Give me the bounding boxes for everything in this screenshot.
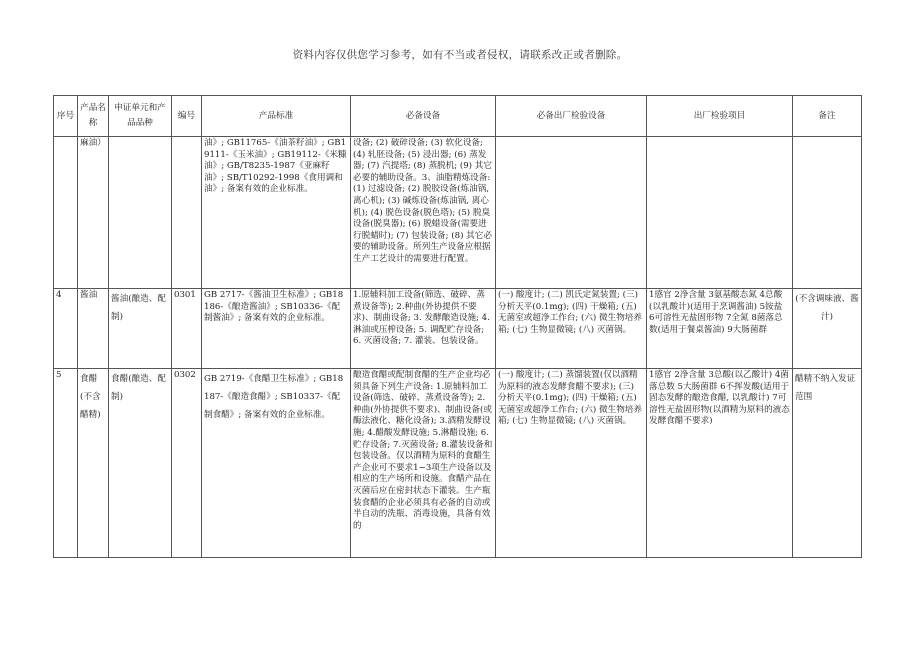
cell-equipment [351, 137, 496, 289]
header-code: 编号 [172, 96, 202, 137]
cell-seq: 4 [54, 289, 78, 369]
cell-seq [54, 137, 78, 289]
cell-product: 酱油 [78, 289, 109, 369]
header-inspection-equipment: 必备出厂检验设备 [496, 96, 647, 137]
cell-product: 食醋(不含醋精) [78, 369, 109, 558]
header-remarks: 备注 [793, 96, 862, 137]
cell-inspection-equipment: (一) 酸度计; (二) 凯氏定氮装置; (三) 分析天平(0.1mg); (四) 干燥箱; (五) 无菌室或超净工作台; (六) 微生物培养箱; (七) 生物显微镜; (八) 灭菌锅。 [496, 289, 647, 369]
cell-inspection-equipment: (一) 酸度计; (二) 蒸馏装置(仅以酒精为原料的液态发酵食醋不要求); (三) 分析天平(0.1mg); (四) 干燥箱; (五) 无菌室或超净工作台; (六) 微生物培养箱; (七) 生物显微镜; (八) 灭菌锅。 [496, 369, 647, 558]
header-product: 产品名称 [78, 96, 109, 137]
header-inspection-items: 出厂检验项目 [647, 96, 793, 137]
cell-seq: 5 [54, 369, 78, 558]
copyright-notice: 资料内容仅供您学习参考，如有不当或者侵权，请联系改正或者删除。 [292, 49, 628, 61]
cell-equipment [351, 369, 496, 558]
table-row [54, 137, 862, 289]
cell-equipment-text: 设备; (2) 破碎设备; (3) 软化设备; (4) 轧胚设备; (5) 浸出器; (6) 蒸发器; (7) 汽提塔; (8) 蒸脱机; (9) 其它必要的辅助设备。3、油脂精炼设备: (1) 过滤设备; (2) 脱胶设备(炼油锅, 离心机); (3) 碱炼设备(炼油锅, 离心机); (4) 脱色设备(脱色塔); (5) 脱臭设备(脱臭器); (6) 脱蜡设备(需要进行脱蜡时); (7) 包装设备; (8) 其它必要的辅助设备。所列生产设备应根据生产工艺设计的需要进行配置。 [353, 138, 492, 264]
cell-code [172, 137, 202, 289]
header-seq: 序号 [54, 96, 78, 137]
cell-unit: 酱油(酿造、配制) [109, 289, 172, 369]
table-row [54, 369, 862, 558]
header-equipment: 必备设备 [351, 96, 496, 137]
cell-unit: 食醋(酿造、配制) [109, 369, 172, 558]
cell-standard: GB 2719-《食醋卫生标准》; GB18187-《酿造食醋》; SB10337-《配制食醋》; 备案有效的企业标准。 [202, 369, 351, 558]
cell-unit [109, 137, 172, 289]
cell-standard: GB 2717-《酱油卫生标准》; GB18186-《酿造酱油》; SB10336-《配制酱油》; 备案有效的企业标准。 [202, 289, 351, 369]
table-header-row [54, 96, 862, 137]
table-row [54, 289, 862, 369]
cell-code: 0302 [172, 369, 202, 558]
product-standards-table [53, 95, 862, 558]
header-unit: 申证单元和产品品种 [109, 96, 172, 137]
cell-product: 麻油） [78, 137, 109, 289]
cell-inspection-items [647, 137, 793, 289]
cell-remarks: (不含调味液、酱汁) [793, 289, 862, 369]
cell-standard: 油》; GB11765-《油茶籽油》; GB19111-《玉米油》; GB19112-《米糠油》; GB/T8235-1987《亚麻籽油》; SB/T10292-1998《食用调和油》; 备案有效的企业标准。 [202, 137, 351, 289]
cell-inspection-equipment [496, 137, 647, 289]
cell-inspection-items: 1感官 2净含量 3氨基酸态氮 4总酸(以乳酸计)(适用于烹调酱油) 5铵盐 6可溶性无盐固形物 7全氮 8菌落总数(适用于餐桌酱油) 9大肠菌群 [647, 289, 793, 369]
cell-equipment-text: 酿造食醋或配制食醋的生产企业均必须具备下列生产设备: 1.原辅料加工设备(筛选、破碎、蒸煮设备等); 2.种曲(外协提供不要求)、制曲设备(或酶法液化、糖化设备); 3.酒精发酵设施; 4.醋酸发酵设施; 5.淋醋设施; 6.贮存设备; 7.灭菌设备; 8.灌装设备和包装设备。仅以酒精为原料的食醋生产企业可不要求1~3项生产设备以及相应的生产场所和设施。食醋产品在灭菌后应在密封状态下灌装。生产瓶装食醋的企业必须具有必备的自动或半自动的洗瓶、消毒设施，具备有效的 [353, 370, 493, 531]
cell-remarks [793, 137, 862, 289]
cell-inspection-items: 1感官 2净含量 3总酸(以乙酸计) 4菌落总数 5大肠菌群 6不挥发酸(适用于固态发酵的酿造食醋, 以乳酸计) 7可溶性无盐固形物(以酒精为原料的液态发酵食醋不要求) [647, 369, 793, 558]
header-standard: 产品标准 [202, 96, 351, 137]
cell-remarks: 醋精不纳入发证范围 [793, 369, 862, 558]
cell-code: 0301 [172, 289, 202, 369]
cell-equipment: 1.原辅料加工设备(筛选、破碎、蒸煮设备等); 2.种曲(外协提供不要求)、制曲设备; 3. 发酵酿造设施; 4.淋油或压榨设备; 5. 调配贮存设备; 6. 灭菌设备; 7. 灌装、包装设备。 [351, 289, 496, 369]
